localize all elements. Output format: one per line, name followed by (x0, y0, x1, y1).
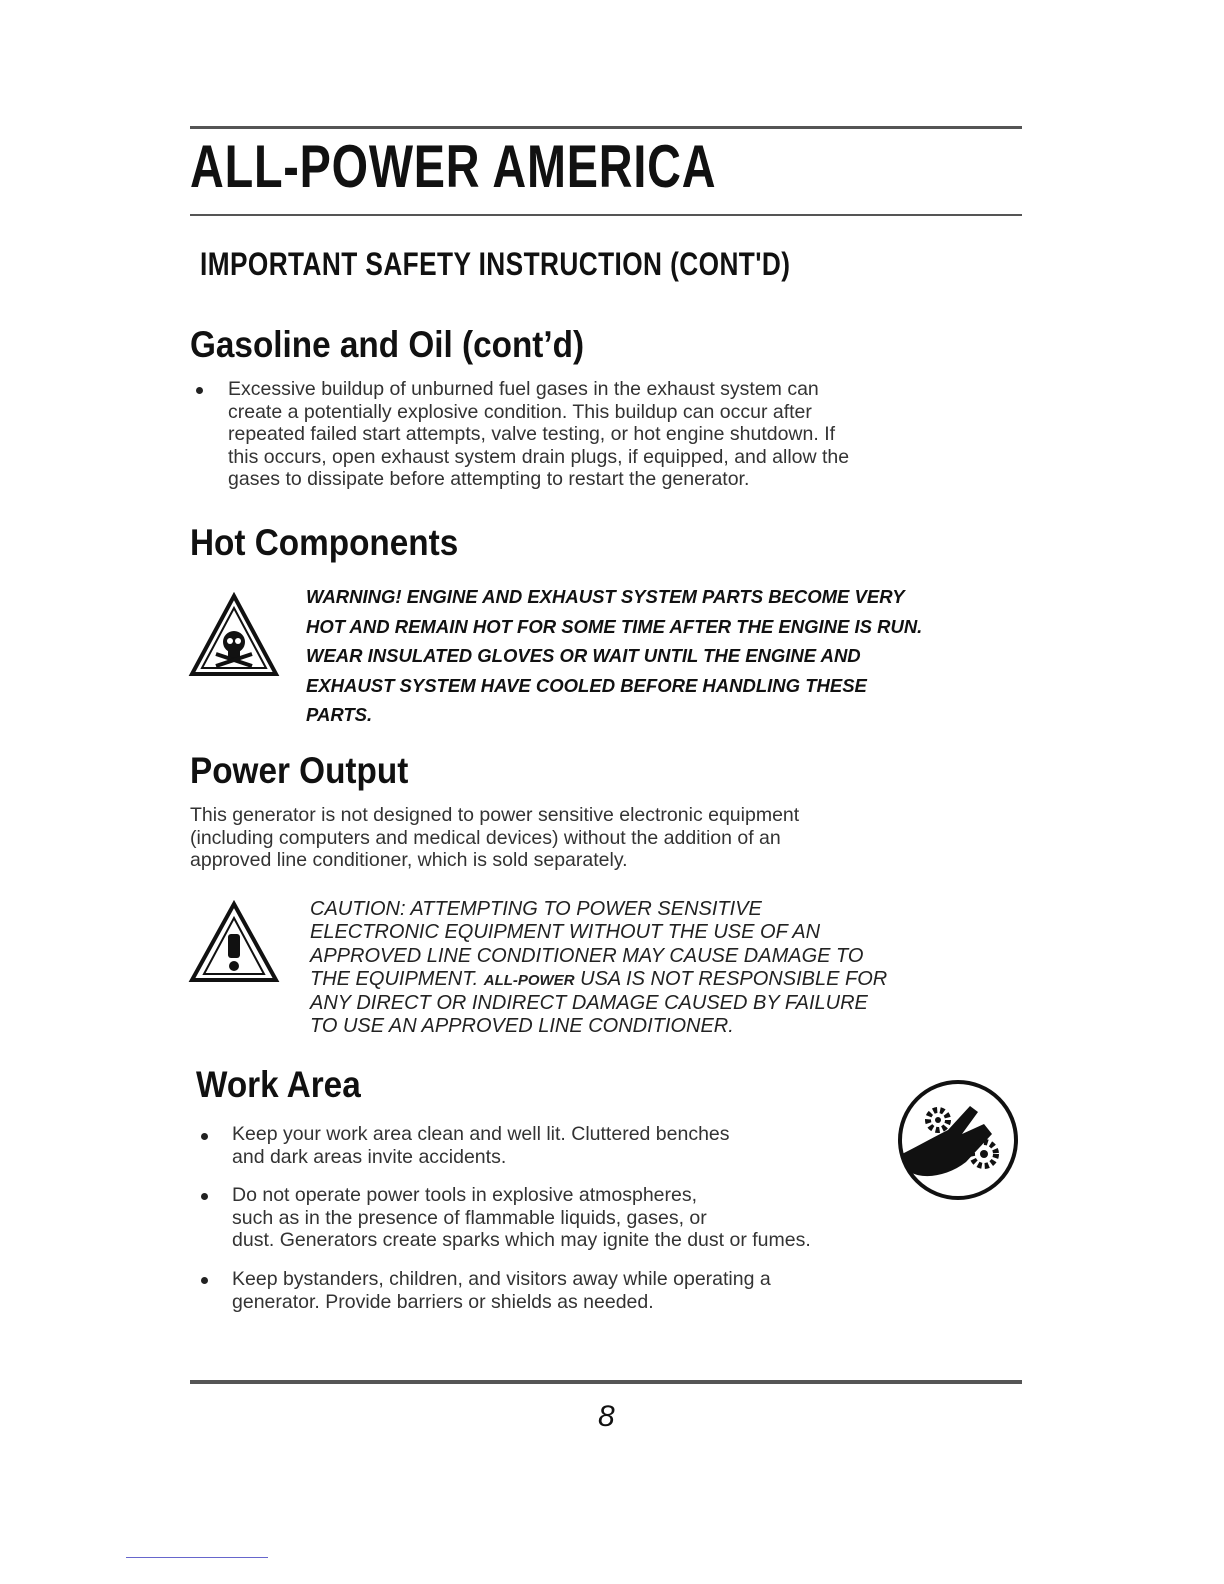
caution-line: ANY DIRECT OR INDIRECT DAMAGE CAUSED BY FAILURE (310, 992, 868, 1015)
skull-warning-icon (188, 592, 280, 678)
caution-brand: ALL-POWER (483, 971, 575, 989)
footer-line (126, 1557, 268, 1558)
work-heading: Work Area (196, 1064, 361, 1105)
text-line: such as in the presence of flammable liquids, gases, or (232, 1206, 707, 1229)
text-line: Excessive buildup of unburned fuel gases in the exhaust system can (228, 378, 819, 400)
work-bullet-3 (232, 1268, 1012, 1313)
text-line: repeated failed start attempts, valve testing, or hot engine shutdown. If (228, 423, 836, 445)
text-line: Keep bystanders, children, and visitors away while operating a (232, 1268, 771, 1290)
warning-line: WARNING! ENGINE AND EXHAUST SYSTEM PARTS BECOME VERY (306, 586, 905, 607)
work-bullet-1 (232, 1123, 912, 1168)
caution-line: ELECTRONIC EQUIPMENT WITHOUT THE USE OF AN (310, 921, 821, 944)
bullet-dot (201, 1133, 208, 1140)
power-heading: Power Output (190, 750, 409, 791)
text-line: Do not operate power tools in explosive atmospheres, (232, 1184, 698, 1206)
hot-warning (306, 582, 1026, 730)
bullet-dot (201, 1277, 208, 1284)
power-paragraph (190, 804, 1020, 872)
text-line: gases to dissipate before attempting to restart the generator. (228, 468, 750, 490)
work-bullet-2 (232, 1184, 1012, 1252)
caution-line: TO USE AN APPROVED LINE CONDITIONER. (310, 1015, 734, 1038)
top-rule (190, 126, 1022, 129)
bullet-dot (201, 1193, 208, 1200)
text-line: create a potentially explosive condition. This buildup can occur after (228, 400, 812, 423)
text-line: approved line conditioner, which is sold separately. (190, 849, 628, 871)
page-number: 8 (598, 1400, 615, 1433)
hot-heading: Hot Components (190, 522, 459, 563)
caution-text: USA IS NOT RESPONSIBLE FOR (574, 967, 888, 990)
gasoline-heading: Gasoline and Oil (cont’d) (190, 324, 585, 365)
caution-line: CAUTION: ATTEMPTING TO POWER SENSITIVE (310, 898, 762, 920)
text-line: This generator is not designed to power sensitive electronic equipment (190, 804, 800, 826)
text-line: Keep your work area clean and well lit. Cluttered benches (232, 1123, 730, 1145)
text-line: and dark areas invite accidents. (232, 1145, 507, 1168)
warning-line: PARTS. (306, 704, 373, 725)
text-line: this occurs, open exhaust system drain plugs, if equipped, and allow the (228, 445, 850, 468)
brand-logo: ALL-POWER AMERICA (190, 133, 717, 200)
bottom-rule (190, 1380, 1022, 1384)
warning-line: WEAR INSULATED GLOVES OR WAIT UNTIL THE ENGINE AND (306, 645, 861, 666)
text-line: generator. Provide barriers or shields as needed. (232, 1290, 654, 1313)
warning-line: EXHAUST SYSTEM HAVE COOLED BEFORE HANDLING THESE (306, 674, 867, 696)
exclamation-warning-icon (188, 900, 280, 984)
caution-text: THE EQUIPMENT. (310, 967, 484, 990)
section-title: IMPORTANT SAFETY INSTRUCTION (CONT'D) (200, 246, 791, 282)
warning-line: HOT AND REMAIN HOT FOR SOME TIME AFTER THE ENGINE IS RUN. (306, 615, 923, 637)
caution-line (310, 968, 1030, 992)
text-line: dust. Generators create sparks which may ignite the dust or fumes. (232, 1229, 811, 1251)
caution-line: APPROVED LINE CONDITIONER MAY CAUSE DAMAGE TO (310, 944, 864, 967)
bullet-dot (196, 387, 203, 394)
text-line: (including computers and medical devices) without the addition of an (190, 826, 781, 849)
power-caution (310, 898, 1030, 1039)
gasoline-bullet (228, 378, 1028, 491)
brand-rule (190, 214, 1022, 216)
